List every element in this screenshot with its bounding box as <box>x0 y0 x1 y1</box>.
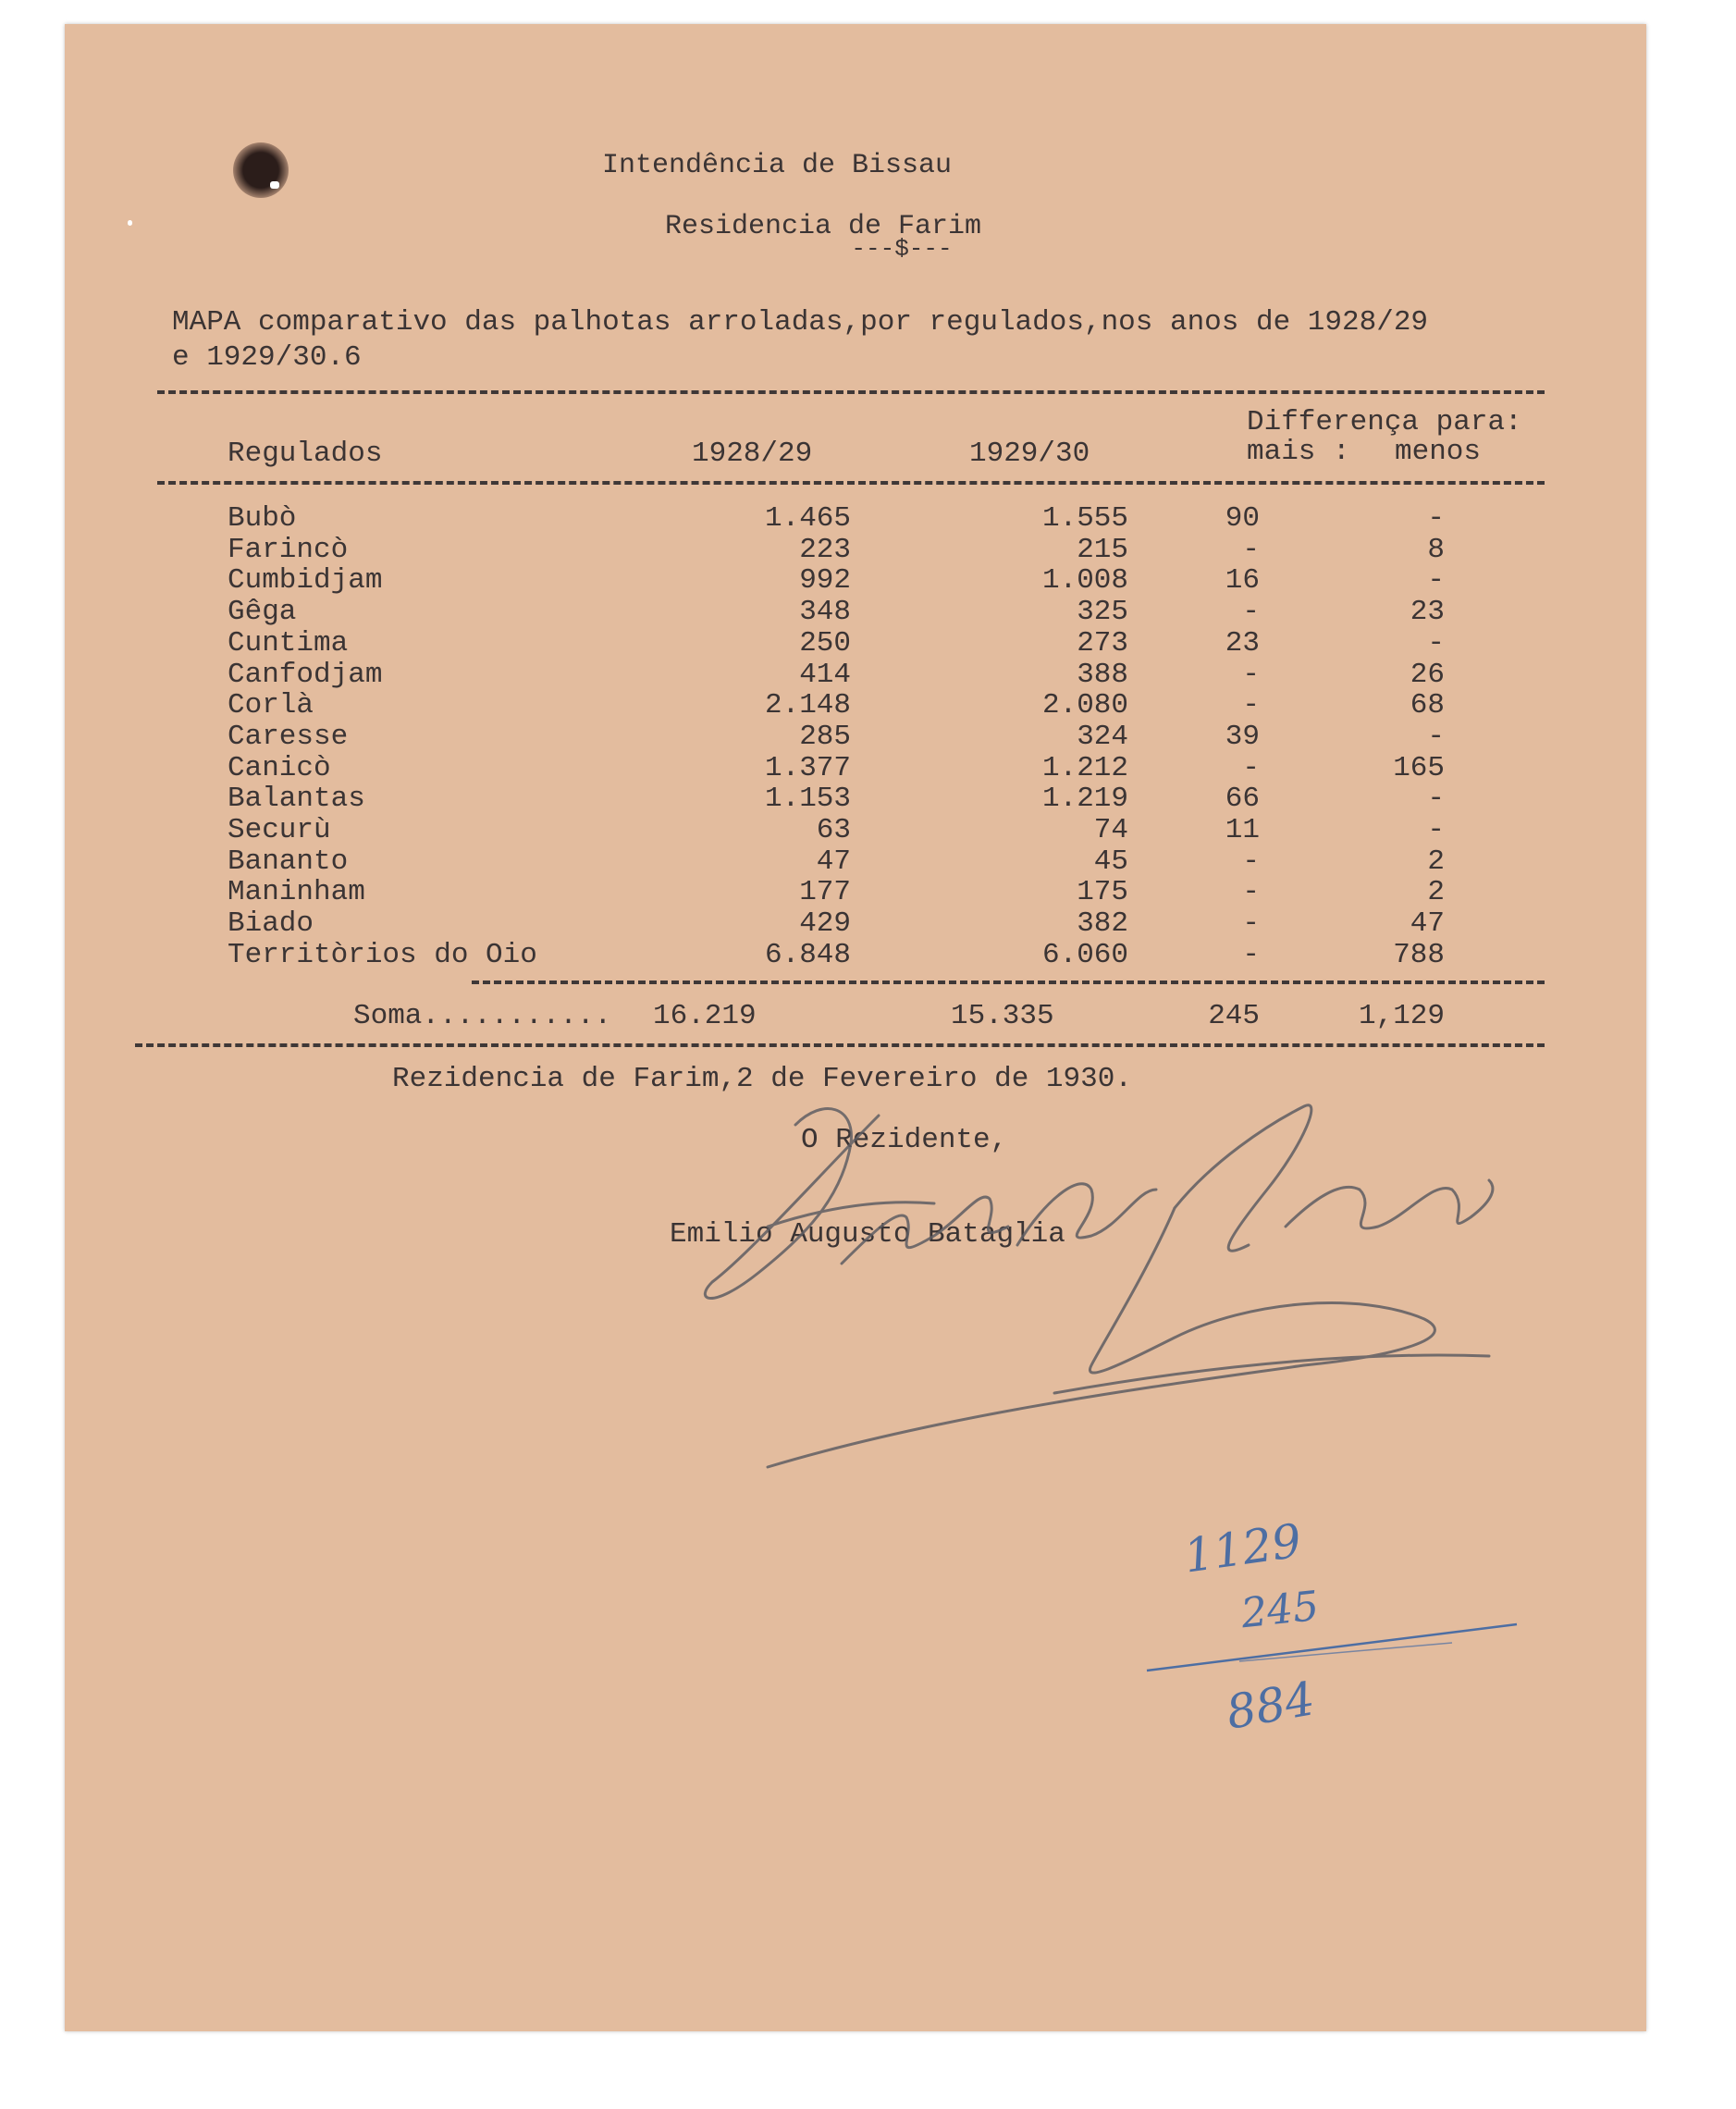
row-menos-value: - <box>1427 502 1445 535</box>
row-1928-value: 177 <box>799 876 851 908</box>
row-1929-value: 175 <box>1077 876 1128 908</box>
row-mais-value: - <box>1242 876 1260 908</box>
header-mais: mais : <box>1247 436 1350 468</box>
row-name: Securù <box>228 814 331 846</box>
row-mais-value: 16 <box>1225 564 1260 597</box>
row-1929-value: 1.008 <box>1041 564 1128 597</box>
header-residencia: Residencia de Farim <box>664 211 982 242</box>
burn-mark <box>233 142 289 198</box>
row-menos-value: 8 <box>1427 534 1445 566</box>
row-menos-value: 23 <box>1410 596 1445 628</box>
row-1928-value: 63 <box>816 814 851 846</box>
row-1929-value: 1.219 <box>1041 783 1128 815</box>
row-menos-value: - <box>1427 783 1445 815</box>
row-1928-value: 6.848 <box>764 939 851 971</box>
row-name: Corlà <box>228 689 314 722</box>
signatory-name: Emilio Augusto Bataglia <box>670 1218 1065 1251</box>
divider-top <box>157 390 1545 394</box>
row-1928-value: 2.148 <box>764 689 851 722</box>
row-mais-value: - <box>1242 659 1260 691</box>
row-name: Canfodjam <box>228 659 383 691</box>
row-menos-value: 47 <box>1410 907 1445 940</box>
row-1928-value: 1.153 <box>764 783 851 815</box>
row-name: Biado <box>228 907 314 940</box>
row-mais-value: 66 <box>1225 783 1260 815</box>
row-mais-value: 39 <box>1225 721 1260 753</box>
row-menos-value: 68 <box>1410 689 1445 722</box>
row-name: Farincò <box>228 534 349 566</box>
row-mais-value: - <box>1242 596 1260 628</box>
signatory-role: O Rezidente, <box>801 1124 1008 1156</box>
row-1929-value: 6.060 <box>1041 939 1128 971</box>
paper-hole <box>270 181 279 189</box>
row-menos-value: - <box>1427 814 1445 846</box>
row-1928-value: 429 <box>799 907 851 940</box>
row-name: Caresse <box>228 721 349 753</box>
header-intendencia: Intendência de Bissau <box>601 150 953 181</box>
document-page <box>65 24 1646 2031</box>
row-1928-value: 348 <box>799 596 851 628</box>
row-1929-value: 273 <box>1077 627 1128 660</box>
row-name: Canicò <box>228 752 331 784</box>
total-label: Soma........... <box>353 1000 612 1032</box>
row-mais-value: - <box>1242 689 1260 722</box>
row-name: Territòrios do Oio <box>228 939 537 971</box>
row-1928-value: 285 <box>799 721 851 753</box>
row-name: Balantas <box>228 783 365 815</box>
row-mais-value: - <box>1242 939 1260 971</box>
row-1929-value: 215 <box>1077 534 1128 566</box>
row-1928-value: 1.465 <box>764 502 851 535</box>
row-1929-value: 2.080 <box>1041 689 1128 722</box>
paper-hole <box>128 220 132 226</box>
divider-header <box>157 481 1545 485</box>
row-1928-value: 223 <box>799 534 851 566</box>
document-title-line1: MAPA comparativo das palhotas arroladas,por regulados,nos anos de 1928/29 <box>172 306 1429 339</box>
row-1928-value: 414 <box>799 659 851 691</box>
pencil-number-245: 245 <box>1238 1582 1322 1638</box>
row-1929-value: 324 <box>1077 721 1128 753</box>
row-1929-value: 45 <box>1093 845 1128 878</box>
row-name: Gêga <box>228 596 297 628</box>
total-mais: 245 <box>1208 1000 1260 1032</box>
row-menos-value: - <box>1427 564 1445 597</box>
row-menos-value: 2 <box>1427 845 1445 878</box>
row-menos-value: 26 <box>1410 659 1445 691</box>
row-1929-value: 382 <box>1077 907 1128 940</box>
header-differenca: Differença para: <box>1247 406 1522 438</box>
row-mais-value: 23 <box>1225 627 1260 660</box>
row-mais-value: - <box>1242 534 1260 566</box>
row-mais-value: - <box>1242 845 1260 878</box>
place-date: Rezidencia de Farim,2 de Fevereiro de 1930. <box>392 1063 1132 1095</box>
row-mais-value: - <box>1242 752 1260 784</box>
row-mais-value: 90 <box>1225 502 1260 535</box>
handwritten-signature <box>657 1088 1582 1476</box>
total-menos: 1,129 <box>1358 1000 1445 1032</box>
header-underline: ---$--- <box>851 235 953 263</box>
row-menos-value: - <box>1427 627 1445 660</box>
row-menos-value: 2 <box>1427 876 1445 908</box>
row-1928-value: 250 <box>799 627 851 660</box>
row-name: Maninham <box>228 876 365 908</box>
row-mais-value: 11 <box>1225 814 1260 846</box>
row-menos-value: 165 <box>1393 752 1445 784</box>
document-title-line2: e 1929/30.6 <box>172 341 362 374</box>
row-name: Cumbidjam <box>228 564 383 597</box>
row-1929-value: 1.555 <box>1041 502 1128 535</box>
row-name: Bananto <box>228 845 349 878</box>
row-mais-value: - <box>1242 907 1260 940</box>
pencil-number-884: 884 <box>1222 1671 1319 1740</box>
header-1928: 1928/29 <box>692 438 813 470</box>
row-1929-value: 388 <box>1077 659 1128 691</box>
pencil-number-1129: 1129 <box>1180 1513 1305 1584</box>
row-1928-value: 1.377 <box>764 752 851 784</box>
header-regulados: Regulados <box>228 438 383 470</box>
divider-bottom <box>135 1043 1545 1047</box>
row-1929-value: 74 <box>1093 814 1128 846</box>
row-menos-value: 788 <box>1393 939 1445 971</box>
row-1929-value: 1.212 <box>1041 752 1128 784</box>
row-name: Cuntima <box>228 627 349 660</box>
header-1929: 1929/30 <box>969 438 1090 470</box>
row-menos-value: - <box>1427 721 1445 753</box>
divider-sum <box>472 980 1545 984</box>
row-1928-value: 992 <box>799 564 851 597</box>
total-1929: 15.335 <box>951 1000 1054 1032</box>
row-name: Bubò <box>228 502 297 535</box>
total-1928: 16.219 <box>653 1000 757 1032</box>
row-1929-value: 325 <box>1077 596 1128 628</box>
header-menos: menos <box>1395 436 1482 468</box>
row-1928-value: 47 <box>816 845 851 878</box>
